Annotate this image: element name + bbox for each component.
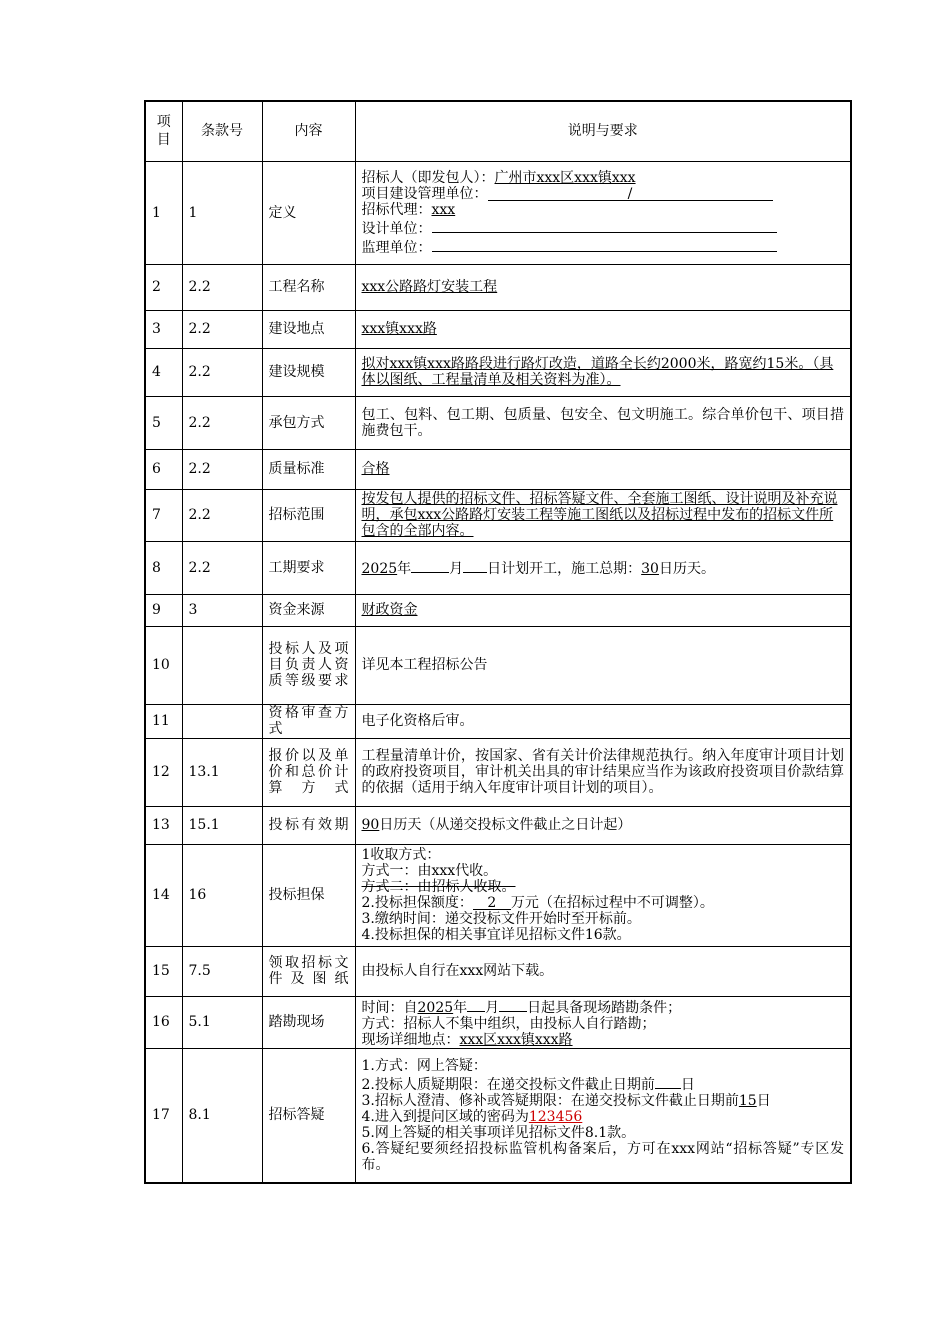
table-header-row [145, 101, 851, 161]
row-clause: 2.2 [182, 348, 262, 396]
header-content: 内容 [262, 101, 355, 161]
row-name: 建设地点 [262, 310, 355, 348]
row-name: 报价以及单价和总价计算方式 [262, 738, 355, 806]
table-row [145, 396, 851, 449]
row-no: 12 [145, 738, 182, 806]
password-link[interactable]: 123456 [528, 1108, 583, 1125]
agent-value: xxx [431, 201, 456, 218]
table-row [145, 449, 851, 489]
header-desc: 说明与要求 [355, 101, 851, 161]
project-mgmt-value: / [488, 186, 773, 201]
table-row [145, 348, 851, 396]
row-desc: 财政资金 [355, 594, 851, 626]
row-no: 11 [145, 704, 182, 738]
row-no: 6 [145, 449, 182, 489]
row-desc: 时间：自2025年 月 日起具备现场踏勘条件； 方式：招标人不集中组织，由投标人自行踏勘； 现场详细地点：xxx区xxx镇xxx路 [355, 996, 851, 1048]
table-row [145, 946, 851, 996]
row-desc: 1收取方式： 方式一：由xxx代收。 方式二：由招标人收取。 2.投标担保额度： 2 万元（在招标过程中不可调整）。 3.缴纳时间：递交投标文件开始时至开标前。 4.投标担保的相关事宜详见招标文件16款。 [355, 844, 851, 946]
start-day-blank [463, 558, 487, 573]
row-name: 投标人及项目负责人资质等级要求 [262, 626, 355, 704]
table-row [145, 1048, 851, 1183]
row-name: 投标有效期 [262, 806, 355, 844]
table-row [145, 806, 851, 844]
row-no: 17 [145, 1048, 182, 1183]
row-no: 3 [145, 310, 182, 348]
table-row [145, 738, 851, 806]
table-row [145, 704, 851, 738]
row-clause [182, 704, 262, 738]
row-name: 踏勘现场 [262, 996, 355, 1048]
row-name: 建设规模 [262, 348, 355, 396]
row-name: 工期要求 [262, 541, 355, 594]
row-no: 14 [145, 844, 182, 946]
row-desc: 详见本工程招标公告 [355, 626, 851, 704]
row-name: 工程名称 [262, 264, 355, 310]
row-desc: 2025年 月 日计划开工，施工总期：30日历天。 [355, 541, 851, 594]
header-clause: 条款号 [182, 101, 262, 161]
row-clause: 2.2 [182, 449, 262, 489]
tenderer-value: 广州市xxx区xxx镇xxx [494, 169, 636, 186]
row-clause: 1 [182, 161, 262, 264]
row-desc [355, 161, 851, 264]
row-no: 1 [145, 161, 182, 264]
row-clause: 16 [182, 844, 262, 946]
struck-option: 方式二：由招标人收取。 [361, 879, 516, 895]
row-no: 9 [145, 594, 182, 626]
validity-days: 90 [361, 817, 380, 833]
duration-days: 30 [641, 561, 659, 577]
row-clause: 5.1 [182, 996, 262, 1048]
table-row [145, 626, 851, 704]
row-clause: 13.1 [182, 738, 262, 806]
row-no: 16 [145, 996, 182, 1048]
row-name: 投标担保 [262, 844, 355, 946]
row-name: 资金来源 [262, 594, 355, 626]
row-name: 招标范围 [262, 489, 355, 541]
row-desc: 90日历天（从递交投标文件截止之日计起） [355, 806, 851, 844]
table-row [145, 264, 851, 310]
row-clause: 2.2 [182, 489, 262, 541]
row-desc: 按发包人提供的招标文件、招标答疑文件、全套施工图纸、设计说明及补充说明，承包xxx公路路灯安装工程等施工图纸以及招标过程中发布的招标文件所包含的全部内容。 [355, 489, 851, 541]
row-desc: xxx公路路灯安装工程 [355, 264, 851, 310]
design-unit-label: 设计单位： [361, 220, 432, 237]
start-month-blank [411, 558, 449, 573]
table-row [145, 541, 851, 594]
table-row [145, 310, 851, 348]
supervision-label: 监理单位： [361, 239, 432, 256]
row-name: 定义 [262, 161, 355, 264]
supervision-blank [432, 237, 777, 252]
tender-info-table [144, 100, 852, 1184]
design-unit-blank [432, 218, 777, 233]
row-no: 2 [145, 264, 182, 310]
table-row [145, 844, 851, 946]
row-desc: xxx镇xxx路 [355, 310, 851, 348]
row-no: 5 [145, 396, 182, 449]
start-year: 2025 [361, 561, 398, 577]
row-name: 资格审查方式 [262, 704, 355, 738]
row-no: 4 [145, 348, 182, 396]
row-clause: 3 [182, 594, 262, 626]
row-desc: 合格 [355, 449, 851, 489]
row-desc: 包工、包料、包工期、包质量、包安全、包文明施工。综合单价包干、项目措施费包干。 [355, 396, 851, 449]
row-name: 招标答疑 [262, 1048, 355, 1183]
row-no: 10 [145, 626, 182, 704]
row-clause: 2.2 [182, 310, 262, 348]
table-row [145, 594, 851, 626]
table-row [145, 489, 851, 541]
row-name: 承包方式 [262, 396, 355, 449]
row-name: 质量标准 [262, 449, 355, 489]
row-clause: 2.2 [182, 396, 262, 449]
tenderer-label: 招标人（即发包人）： [361, 169, 495, 186]
row-no: 8 [145, 541, 182, 594]
row-desc: 拟对xxx镇xxx路路段进行路灯改造，道路全长约2000米，路宽约15米。（具体以图纸、工程量清单及相关资料为准）。 [355, 348, 851, 396]
row-desc: 电子化资格后审。 [355, 704, 851, 738]
row-clause: 8.1 [182, 1048, 262, 1183]
project-mgmt-label: 项目建设管理单位： [361, 185, 488, 202]
guarantee-amount: 2 [473, 895, 511, 910]
table-row [145, 161, 851, 264]
row-clause: 15.1 [182, 806, 262, 844]
row-no: 7 [145, 489, 182, 541]
row-clause: 2.2 [182, 541, 262, 594]
row-desc: 1.方式：网上答疑： 2.投标人质疑期限：在递交投标文件截止日期前 日 3.招标人澄清、修补或答疑期限：在递交投标文件截止日期前15日 4.进入到提问区域的密码为123456 5.网上答疑的相关事项详见招标文件8.1款。 6.答疑纪要须经招投标监管机构备案后，方可在xxx网站“招标答疑”专区发布。 [355, 1048, 851, 1183]
row-clause [182, 626, 262, 704]
row-desc: 工程量清单计价，按国家、省有关计价法律规范执行。纳入年度审计项目计划的政府投资项目，审计机关出具的审计结果应当作为该政府投资项目价款结算的依据（适用于纳入年度审计项目计划的项目）。 [355, 738, 851, 806]
row-clause: 2.2 [182, 264, 262, 310]
agent-label: 招标代理： [361, 201, 432, 218]
row-no: 15 [145, 946, 182, 996]
row-desc: 由投标人自行在xxx网站下载。 [355, 946, 851, 996]
header-item: 项目 [145, 101, 182, 161]
row-no: 13 [145, 806, 182, 844]
row-clause: 7.5 [182, 946, 262, 996]
table-row [145, 996, 851, 1048]
row-name: 领取招标文件及图纸 [262, 946, 355, 996]
